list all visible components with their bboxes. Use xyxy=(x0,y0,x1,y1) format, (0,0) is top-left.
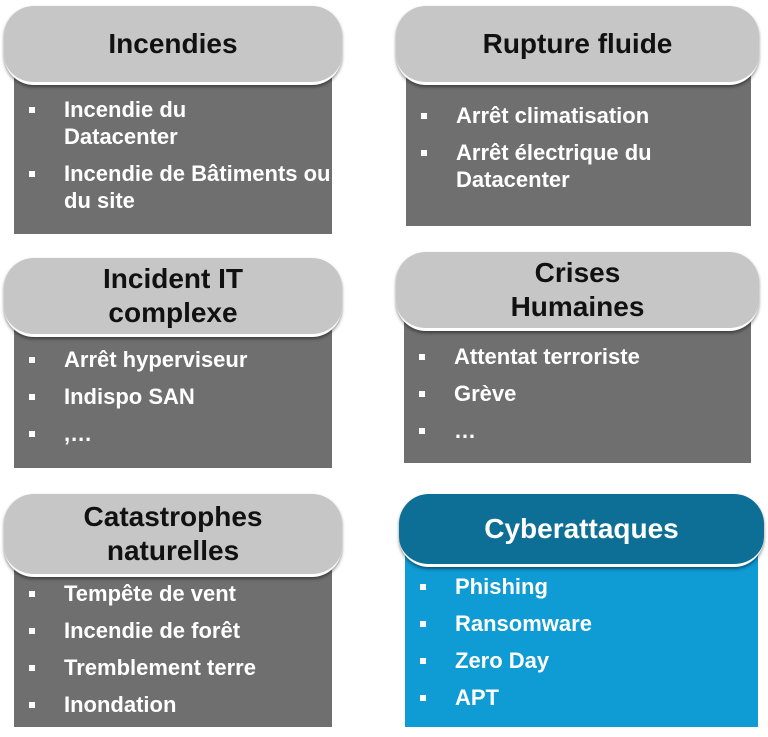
card-body xyxy=(14,66,332,234)
card-header xyxy=(4,494,342,577)
card-body xyxy=(14,320,332,468)
list-item: Incendie du Datacenter xyxy=(14,96,234,150)
item-list xyxy=(406,102,751,193)
list-item: ,… xyxy=(14,420,332,447)
card-title: Cyberattaques xyxy=(484,513,679,544)
list-item: Phishing xyxy=(405,573,758,600)
list-item: Tremblement terre xyxy=(14,654,332,681)
card-header xyxy=(4,258,342,337)
list-item: Attentat terroriste xyxy=(404,343,751,370)
card-body xyxy=(404,318,751,463)
card-title-line: naturelles xyxy=(106,535,240,566)
item-list xyxy=(14,96,332,214)
card-title-line: complexe xyxy=(108,297,238,328)
list-item: Grève xyxy=(404,380,751,407)
list-item: … xyxy=(404,417,751,444)
card-title-line: Catastrophes xyxy=(83,501,263,532)
card-crises-humaines xyxy=(396,252,759,463)
card-title-line: Incident IT xyxy=(103,263,243,294)
card-title xyxy=(84,500,263,568)
item-list xyxy=(14,580,332,718)
card-header xyxy=(396,252,759,331)
card-title xyxy=(511,256,645,324)
card-title-line: Crises xyxy=(534,257,621,288)
item-list xyxy=(405,573,758,711)
list-item: APT xyxy=(405,684,758,711)
card-cyberattaques xyxy=(399,494,764,727)
list-item: Arrêt climatisation xyxy=(406,102,751,129)
list-item: Inondation xyxy=(14,691,332,718)
card-incident-it xyxy=(4,258,342,468)
card-title-line: Humaines xyxy=(510,291,645,322)
card-body xyxy=(405,552,758,727)
item-list xyxy=(404,343,751,444)
list-item: Arrêt hyperviseur xyxy=(14,346,332,373)
item-list xyxy=(14,346,332,447)
list-item: Incendie de Bâtiments ou du site xyxy=(14,160,332,214)
list-item: Ransomware xyxy=(405,610,758,637)
card-title xyxy=(103,262,243,330)
card-body xyxy=(406,66,751,226)
list-item: Zero Day xyxy=(405,647,758,674)
list-item: Arrêt électrique du Datacenter xyxy=(406,139,706,193)
card-catastrophes-naturelles xyxy=(4,494,342,727)
card-title: Rupture fluide xyxy=(482,28,673,59)
card-incendies xyxy=(4,6,342,234)
card-header xyxy=(396,6,759,85)
list-item: Incendie de forêt xyxy=(14,617,332,644)
list-item: Tempête de vent xyxy=(14,580,332,607)
card-body xyxy=(14,560,332,727)
card-header xyxy=(399,494,764,567)
card-rupture-fluide xyxy=(396,6,759,226)
card-title: Incendies xyxy=(108,28,238,59)
list-item: Indispo SAN xyxy=(14,383,332,410)
card-header xyxy=(4,6,342,85)
